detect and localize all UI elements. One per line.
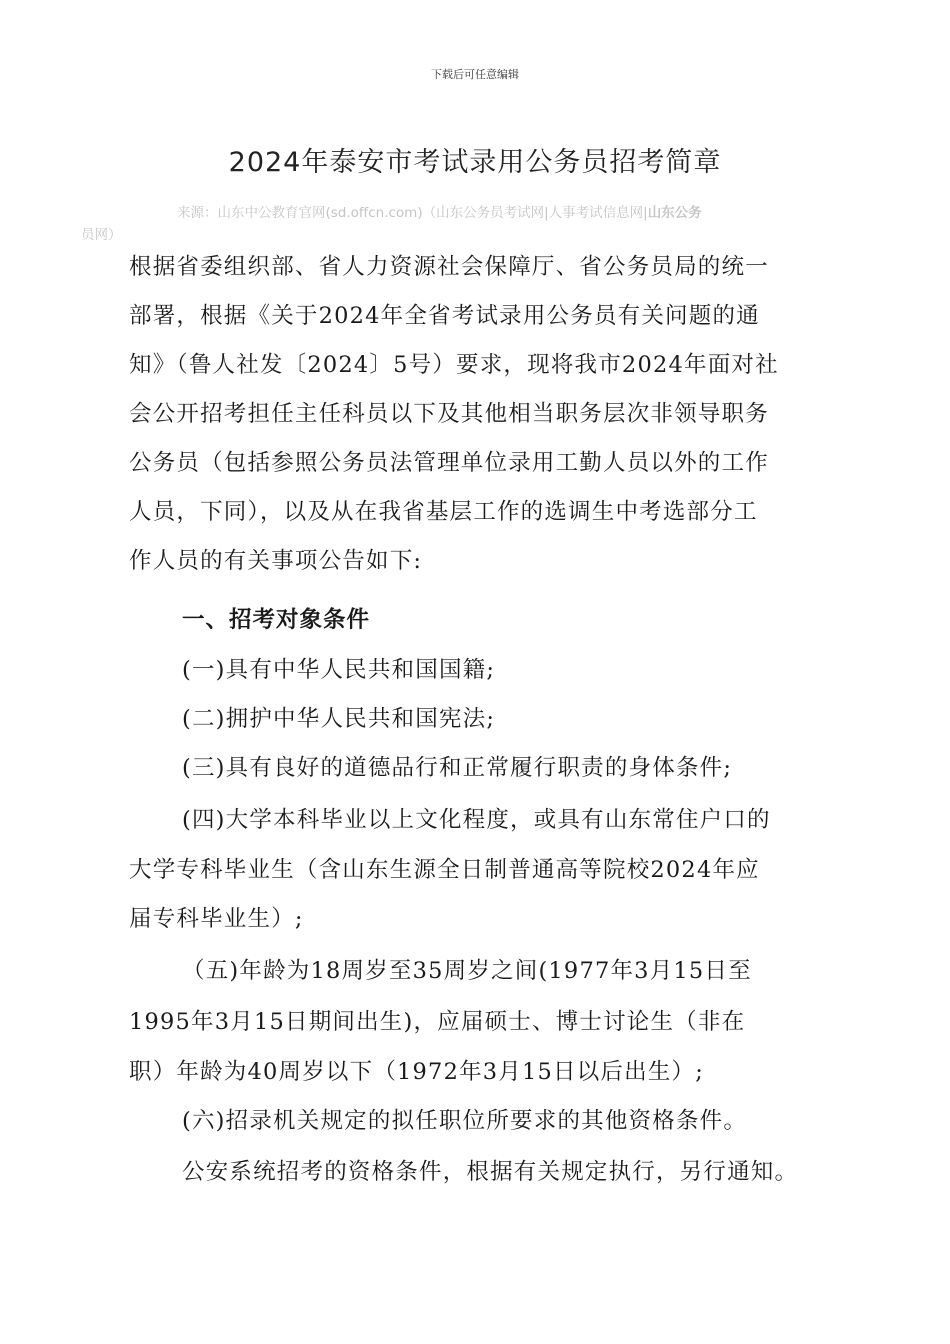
source-suffix: 员网） xyxy=(81,227,122,243)
body-line: 届专科毕业生）; xyxy=(129,906,304,932)
body-line: 1995年3月15日期间出生)，应届硕士、博士讨论生（非在 xyxy=(129,1009,746,1035)
body-line: 知》（鲁人社发〔2024〕5号）要求，现将我市2024年面对社 xyxy=(129,352,779,378)
source-line xyxy=(81,202,829,246)
list-item: (二)拥护中华人民共和国宪法; xyxy=(182,706,496,732)
body-line: 公安系统招考的资格条件，根据有关规定执行，另行通知。 xyxy=(182,1159,799,1185)
source-prefix: 来源：山东中公教育官网(sd.offcn.com)（山东公务员考试网|人事考试信息网| xyxy=(177,205,648,221)
list-item: (四)大学本科毕业以上文化程度，或具有山东常住户口的 xyxy=(182,807,771,833)
section-heading: 一、招考对象条件 xyxy=(182,607,371,633)
body-line: 部署，根据《关于2024年全省考试录用公务员有关问题的通 xyxy=(129,303,760,329)
body-line: 公务员（包括参照公务员法管理单位录用工勤人员以外的工作 xyxy=(129,450,769,476)
list-item: (三)具有良好的道德品行和正常履行职责的身体条件; xyxy=(182,755,733,781)
list-item: (一)具有中华人民共和国国籍; xyxy=(182,657,496,683)
header-note: 下载后可任意编辑 xyxy=(431,68,519,81)
body-line: 大学专科毕业生（含山东生源全日制普通高等院校2024年应 xyxy=(129,857,760,883)
body-line: 作人员的有关事项公告如下: xyxy=(129,548,423,574)
body-line: 根据省委组织部、省人力资源社会保障厅、省公务员局的统一 xyxy=(129,254,769,280)
source-bold: 山东公务 xyxy=(647,205,702,221)
list-item: （五)年龄为18周岁至35周岁之间(1977年3月15日至 xyxy=(182,958,752,984)
document-title: 2024年泰安市考试录用公务员招考简章 xyxy=(228,147,722,178)
body-line: 职）年龄为40周岁以下（1972年3月15日以后出生）; xyxy=(129,1059,705,1085)
list-item: (六)招录机关规定的拟任职位所要求的其他资格条件。 xyxy=(182,1108,748,1134)
body-line: 会公开招考担任主任科员以下及其他相当职务层次非领导职务 xyxy=(129,401,769,427)
body-line: 人员，下同），以及从在我省基层工作的选调生中考选部分工 xyxy=(129,499,758,525)
